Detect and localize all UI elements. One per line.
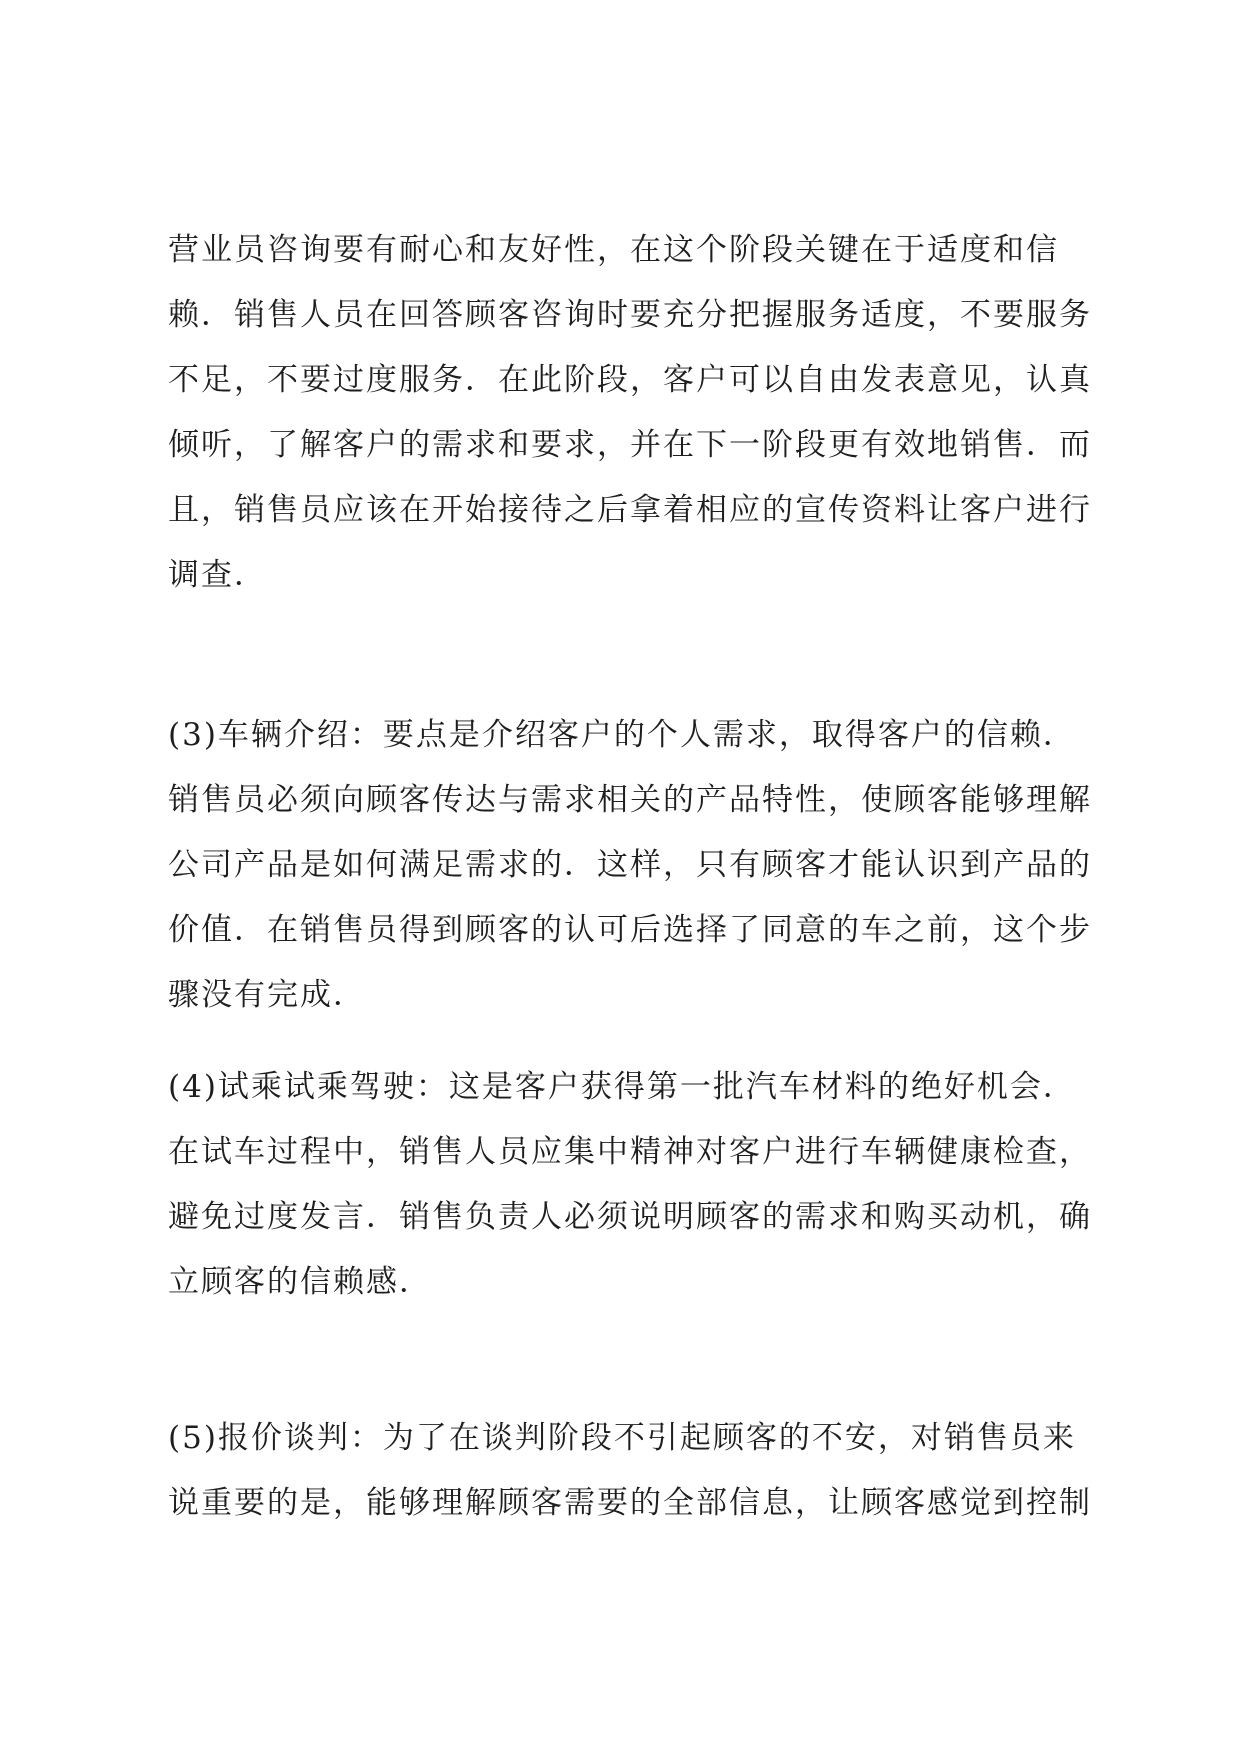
text-line: 价值．在销售员得到顾客的认可后选择了同意的车之前，这个步 <box>168 912 1092 948</box>
text-line: 在试车过程中，销售人员应集中精神对客户进行车辆健康检查， <box>168 1134 1092 1170</box>
paragraph-vehicle-introduction <box>168 703 1098 1028</box>
text-line: 不足，不要过度服务．在此阶段，客户可以自由发表意见，认真 <box>168 362 1092 398</box>
text-line: 且，销售员应该在开始接待之后拿着相应的宣传资料让客户进行 <box>168 492 1092 528</box>
text-line: 公司产品是如何满足需求的．这样，只有顾客才能认识到产品的 <box>168 847 1092 883</box>
text-line: (3)车辆介绍：要点是介绍客户的个人需求，取得客户的信赖． <box>168 717 1076 753</box>
text-line: (5)报价谈判：为了在谈判阶段不引起顾客的不安，对销售员来 <box>168 1420 1076 1456</box>
text-line: (4)试乘试乘驾驶：这是客户获得第一批汽车材料的绝好机会． <box>168 1069 1076 1105</box>
text-line: 销售员必须向顾客传达与需求相关的产品特性，使顾客能够理解 <box>168 782 1092 818</box>
text-line: 避免过度发言．销售负责人必须说明顾客的需求和购买动机，确 <box>168 1199 1092 1235</box>
text-line: 立顾客的信赖感． <box>168 1264 432 1300</box>
text-line: 调查． <box>168 557 267 593</box>
paragraph-price-negotiation <box>168 1406 1098 1536</box>
paragraph-consultation <box>168 218 1098 608</box>
text-line: 说重要的是，能够理解顾客需要的全部信息，让顾客感觉到控制 <box>168 1485 1092 1521</box>
text-line: 骤没有完成． <box>168 977 366 1013</box>
paragraph-test-drive <box>168 1055 1098 1315</box>
text-line: 营业员咨询要有耐心和友好性，在这个阶段关键在于适度和信 <box>168 232 1059 268</box>
text-line: 赖．销售人员在回答顾客咨询时要充分把握服务适度，不要服务 <box>168 297 1092 333</box>
text-line: 倾听，了解客户的需求和要求，并在下一阶段更有效地销售．而 <box>168 427 1092 463</box>
